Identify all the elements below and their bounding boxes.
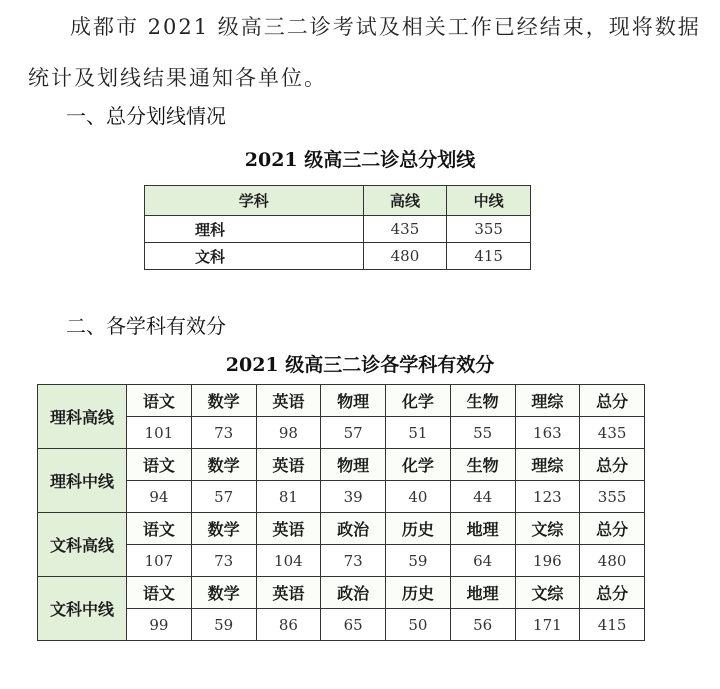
subject-effective-scores-table <box>37 384 645 641</box>
subject-cell: 语文 <box>127 385 192 417</box>
table-header-row <box>145 186 531 216</box>
score-cell: 59 <box>191 609 256 641</box>
score-cell: 104 <box>256 545 321 577</box>
score-cell: 123 <box>515 481 580 513</box>
score-cell: 355 <box>580 481 645 513</box>
subject-cell: 总分 <box>580 513 645 545</box>
subject-cell: 化学 <box>386 449 451 481</box>
group-label: 理科中线 <box>38 449 127 513</box>
score-cell: 50 <box>386 609 451 641</box>
subject-cell: 历史 <box>386 577 451 609</box>
subject-cell: 语文 <box>127 513 192 545</box>
score-cell: 480 <box>580 545 645 577</box>
subject-cell: 化学 <box>386 385 451 417</box>
score-cell: 65 <box>321 609 386 641</box>
value-row <box>38 609 645 641</box>
score-cell: 59 <box>386 545 451 577</box>
score-cell: 51 <box>386 417 451 449</box>
table-row <box>145 243 531 270</box>
row-high-value: 480 <box>363 243 447 270</box>
subject-cell: 总分 <box>580 385 645 417</box>
row-subject: 文科 <box>145 243 364 270</box>
subject-cell: 地理 <box>450 577 515 609</box>
score-cell: 40 <box>386 481 451 513</box>
score-cell: 101 <box>127 417 192 449</box>
subject-cell: 英语 <box>256 449 321 481</box>
score-cell: 81 <box>256 481 321 513</box>
subject-cell: 总分 <box>580 449 645 481</box>
subject-cell: 语文 <box>127 577 192 609</box>
score-cell: 57 <box>191 481 256 513</box>
subject-cell: 语文 <box>127 449 192 481</box>
group-label: 文科中线 <box>38 577 127 641</box>
score-cell: 56 <box>450 609 515 641</box>
subject-cell: 物理 <box>321 449 386 481</box>
score-cell: 39 <box>321 481 386 513</box>
subject-row <box>38 385 645 417</box>
subject-cell: 理综 <box>515 385 580 417</box>
score-cell: 73 <box>191 417 256 449</box>
header-high-line: 高线 <box>363 186 447 216</box>
section-heading-total-lines: 一、总分划线情况 <box>66 104 226 128</box>
score-cell: 415 <box>580 609 645 641</box>
subject-row <box>38 449 645 481</box>
header-subject: 学科 <box>145 186 364 216</box>
score-cell: 435 <box>580 417 645 449</box>
score-cell: 86 <box>256 609 321 641</box>
subject-cell: 理综 <box>515 449 580 481</box>
subject-cell: 数学 <box>191 385 256 417</box>
score-cell: 163 <box>515 417 580 449</box>
subject-cell: 地理 <box>450 513 515 545</box>
score-cell: 98 <box>256 417 321 449</box>
subject-cell: 英语 <box>256 577 321 609</box>
subject-cell: 政治 <box>321 513 386 545</box>
value-row <box>38 545 645 577</box>
score-cell: 55 <box>450 417 515 449</box>
score-cell: 196 <box>515 545 580 577</box>
subject-cell: 英语 <box>256 513 321 545</box>
table2-caption: 2021 级高三二诊各学科有效分 <box>225 354 495 376</box>
score-cell: 73 <box>191 545 256 577</box>
subject-cell: 政治 <box>321 577 386 609</box>
subject-cell: 文综 <box>515 577 580 609</box>
score-cell: 94 <box>127 481 192 513</box>
subject-cell: 物理 <box>321 385 386 417</box>
score-cell: 57 <box>321 417 386 449</box>
row-high-value: 435 <box>363 216 447 243</box>
subject-cell: 数学 <box>191 449 256 481</box>
row-subject: 理科 <box>145 216 364 243</box>
row-mid-value: 355 <box>447 216 531 243</box>
table-row <box>145 216 531 243</box>
subject-cell: 生物 <box>450 385 515 417</box>
subject-cell: 数学 <box>191 513 256 545</box>
score-cell: 171 <box>515 609 580 641</box>
header-mid-line: 中线 <box>447 186 531 216</box>
score-cell: 64 <box>450 545 515 577</box>
subject-cell: 数学 <box>191 577 256 609</box>
row-mid-value: 415 <box>447 243 531 270</box>
table1-caption: 2021 级高三二诊总分划线 <box>244 149 476 171</box>
intro-paragraph: 成都市 2021 级高三二诊考试及相关工作已经结束，现将数据统计及划线结果通知各单位。 <box>28 15 701 90</box>
subject-cell: 文综 <box>515 513 580 545</box>
score-cell: 44 <box>450 481 515 513</box>
subject-cell: 英语 <box>256 385 321 417</box>
group-label: 理科高线 <box>38 385 127 449</box>
subject-row <box>38 513 645 545</box>
score-cell: 73 <box>321 545 386 577</box>
group-label: 文科高线 <box>38 513 127 577</box>
total-score-lines-table <box>144 185 531 270</box>
score-cell: 99 <box>127 609 192 641</box>
subject-cell: 总分 <box>580 577 645 609</box>
value-row <box>38 417 645 449</box>
value-row <box>38 481 645 513</box>
subject-row <box>38 577 645 609</box>
subject-cell: 生物 <box>450 449 515 481</box>
section-heading-subject-scores: 二、各学科有效分 <box>66 314 226 338</box>
score-cell: 107 <box>127 545 192 577</box>
subject-cell: 历史 <box>386 513 451 545</box>
